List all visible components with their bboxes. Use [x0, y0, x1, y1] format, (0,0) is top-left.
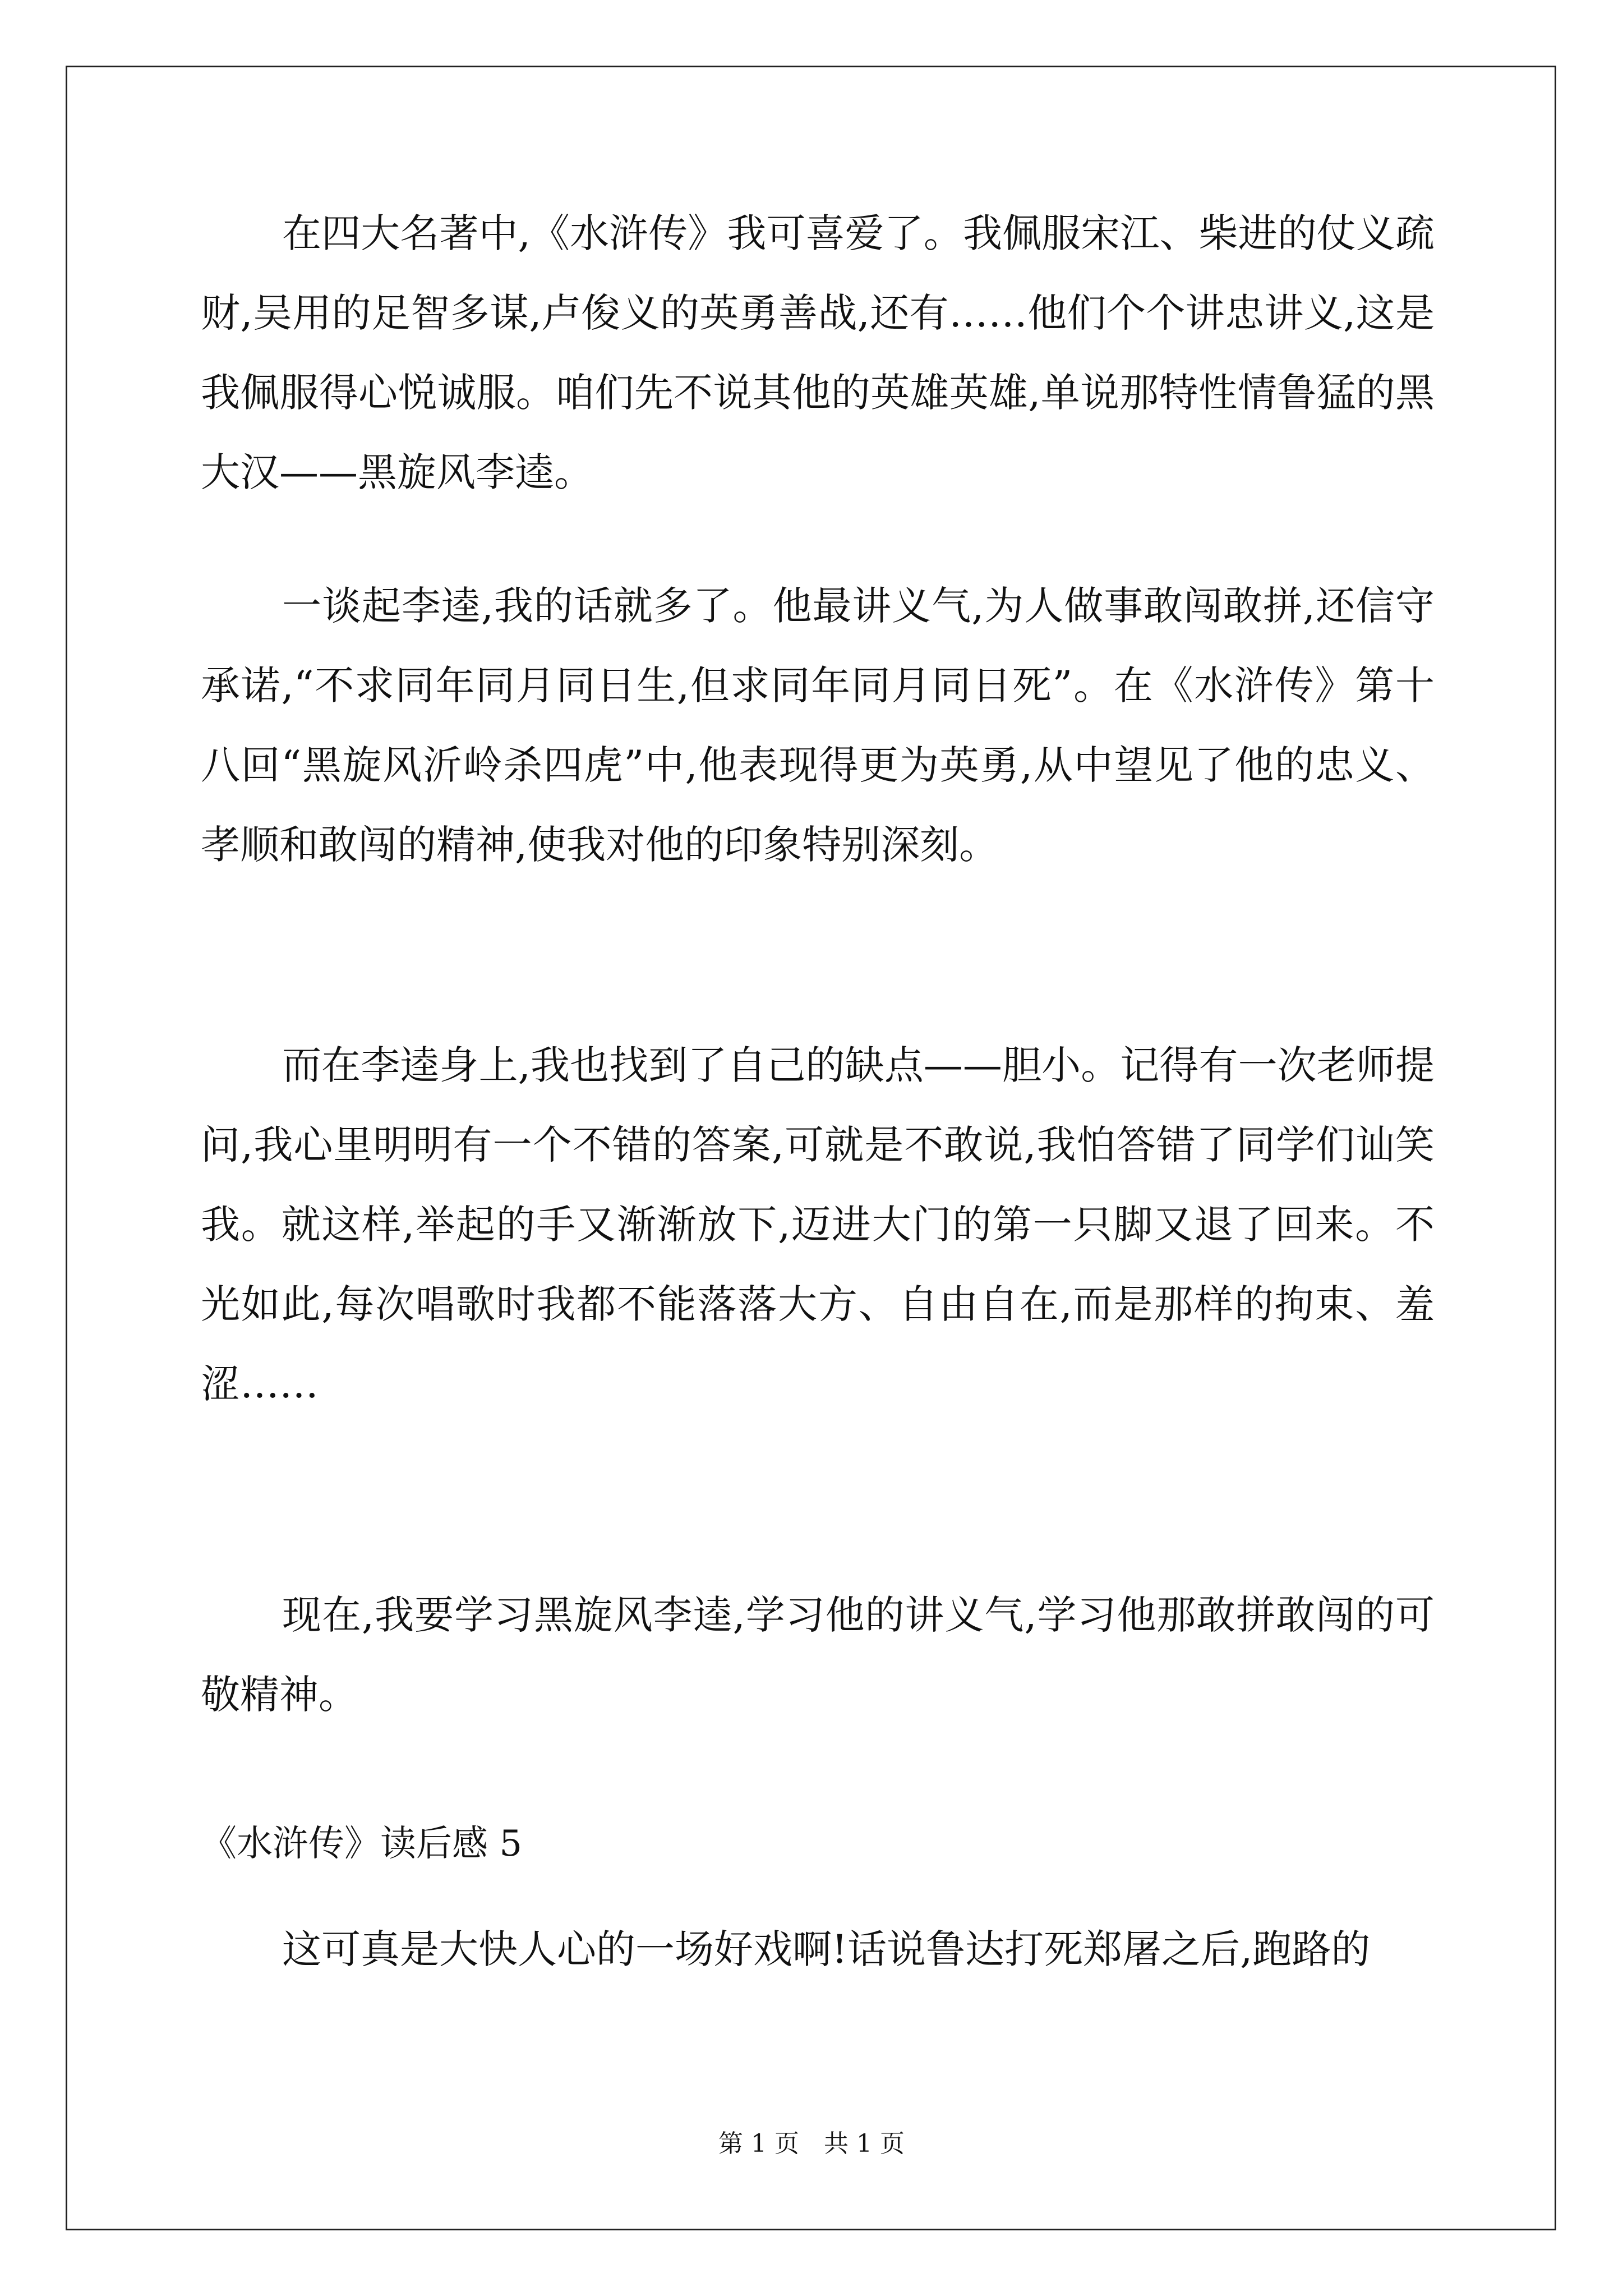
paragraph-2: 一谈起李逵,我的话就多了。他最讲义气,为人做事敢闯敢拼,还信守承诺,“不求同年同月同日生,但求同年同月同日死”。在《水浒传》第十八回“黑旋风沂岭杀四虎”中,他表现得更为英勇,从中望见了他的忠义、孝顺和敢闯的精神,使我对他的印象特别深刻。 — [201, 583, 1435, 868]
section-heading: 《水浒传》读后感 5 — [201, 1823, 523, 1865]
paragraph-5: 这可真是大快人心的一场好戏啊!话说鲁达打死郑屠之后,跑路的 — [282, 1926, 1371, 1972]
page-number-footer: 第 1 页 共 1 页 — [718, 2129, 905, 2158]
paragraph-1: 在四大名著中,《水浒传》我可喜爱了。我佩服宋江、柴进的仗义疏财,吴用的足智多谋,卢俊义的英勇善战,还有……他们个个讲忠讲义,这是我佩服得心悦诚服。咱们先不说其他的英雄英雄,单说那特性情鲁猛的黑大汉——黑旋风李逵。 — [201, 210, 1435, 495]
paragraph-3: 而在李逵身上,我也找到了自己的缺点——胆小。记得有一次老师提问,我心里明明有一个不错的答案,可就是不敢说,我怕答错了同学们讪笑我。就这样,举起的手又渐渐放下,迈进大门的第一只脚又退了回来。不光如此,每次唱歌时我都不能落落大方、自由自在,而是那样的拘束、羞涩…… — [201, 1042, 1435, 1407]
paragraph-4: 现在,我要学习黑旋风李逵,学习他的讲义气,学习他那敢拼敢闯的可敬精神。 — [201, 1592, 1435, 1718]
